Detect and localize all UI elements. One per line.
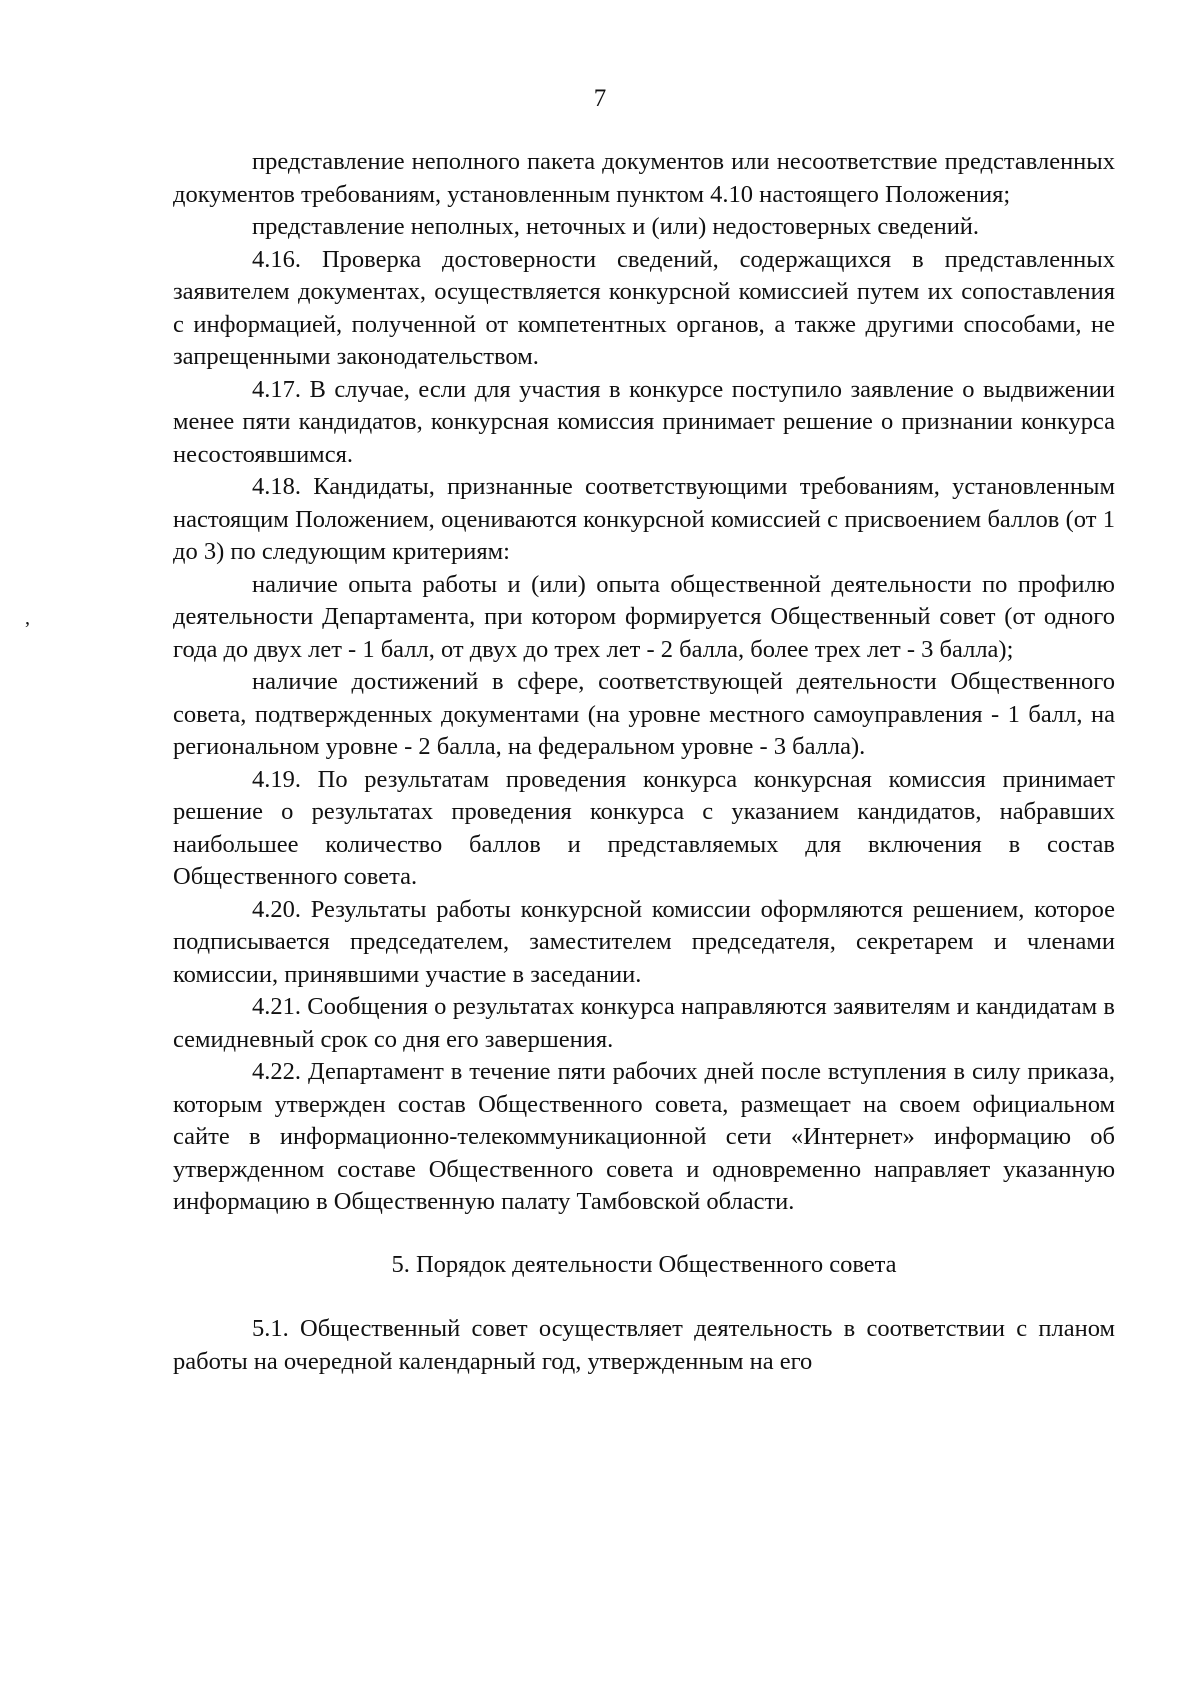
paragraph-criterion-experience: наличие опыта работы и (или) опыта общественной деятельности по профилю деятельности Департамента, при котором формируется Общественный совет (от одного года до двух лет - 1 балл, от двух до трех лет - 2 балла, более трех лет - 3 балла); [173,570,1115,663]
paragraph-4-22: 4.22. Департамент в течение пяти рабочих дней после вступления в силу приказа, которым утвержден состав Общественного совета, размещает на своем официальном сайте в информационно-телекоммуникационной сети «Интернет» информацию об утвержденном составе Общественного совета и одновременно направляет указанную информацию в Общественную палату Тамбовской области. [173,1058,1115,1215]
paragraph-4-21: 4.21. Сообщения о результатах конкурса направляются заявителям и кандидатам в семидневный срок со дня его завершения. [173,993,1115,1053]
margin-mark: , [25,607,30,629]
paragraph-criterion-achievements: наличие достижений в сфере, соответствующей деятельности Общественного совета, подтвержденных документами (на уровне местного самоуправления - 1 балл, на региональном уровне - 2 балла, на федеральном уровне - 3 балла). [173,668,1115,760]
paragraph-4-19: 4.19. По результатам проведения конкурса конкурсная комиссия принимает решение о результатах проведения конкурса с указанием кандидатов, набравших наибольшее количество баллов и представляемых для включения в состав Общественного совета. [173,765,1115,890]
paragraph-5-1: 5.1. Общественный совет осуществляет деятельность в соответствии с планом работы на очередной календарный год, утвержденным на его [173,1315,1115,1375]
page-number: 7 [593,85,607,112]
paragraph-4-18: 4.18. Кандидаты, признанные соответствующими требованиям, установленным настоящим Положением, оцениваются конкурсной комиссией с присвоением баллов (от 1 до 3) по следующим критериям: [173,473,1115,565]
document-body [173,146,1115,1378]
paragraph-incomplete-package: представление неполного пакета документов или несоответствие представленных документов требованиям, установленным пунктом 4.10 настоящего Положения; [173,148,1115,208]
paragraph-4-20: 4.20. Результаты работы конкурсной комиссии оформляются решением, которое подписывается председателем, заместителем председателя, секретарем и членами комиссии, принявшими участие в заседании. [173,895,1115,988]
section-title: 5. Порядок деятельности Общественного совета [391,1250,897,1278]
paragraph-incomplete-info: представление неполных, неточных и (или) недостоверных сведений. [252,213,980,240]
paragraph-4-17: 4.17. В случае, если для участия в конкурсе поступило заявление о выдвижении менее пяти кандидатов, конкурсная комиссия принимает решение о признании конкурса несостоявшимся. [173,375,1115,468]
paragraph-4-16: 4.16. Проверка достоверности сведений, содержащихся в представленных заявителем документах, осуществляется конкурсной комиссией путем их сопоставления с информацией, полученной от компетентных органов, а также другими способами, не запрещенными законодательством. [173,245,1115,370]
